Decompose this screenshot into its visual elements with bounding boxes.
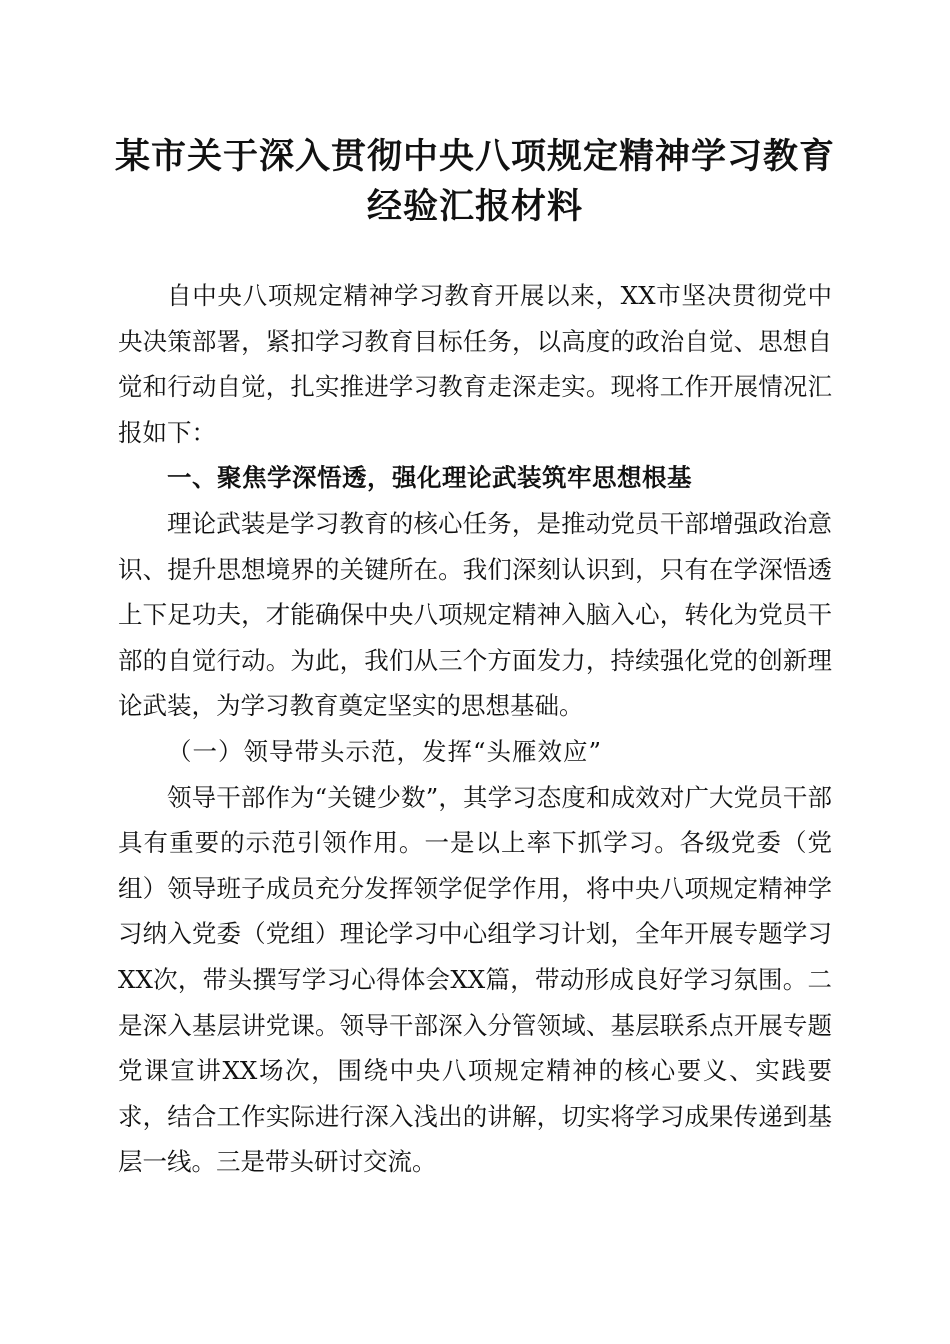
subsection-1-paragraph: 领导干部作为“关键少数”，其学习态度和成效对广大党员干部具有重要的示范引领作用。一是以上率下抓学习。各级党委（党组）领导班子成员充分发挥领学促学作用，将中央八项规定精神学习纳入党委（党组）理论学习中心组学习计划，全年开展专题学习XX次，带头撰写学习心得体会XX篇，带动形成良好学习氛围。二是深入基层讲党课。领导干部深入分管领域、基层联系点开展专题党课宣讲XX场次，围绕中央八项规定精神的核心要义、实践要求，结合工作实际进行深入浅出的讲解，切实将学习成果传递到基层一线。三是带头研讨交流。 (118, 782, 832, 1177)
section-1-paragraph: 理论武装是学习教育的核心任务，是推动党员干部增强政治意识、提升思想境界的关键所在。我们深刻认识到，只有在学深悟透上下足功夫，才能确保中央八项规定精神入脑入心，转化为党员干部的自觉行动。为此，我们从三个方面发力，持续强化党的创新理论武装，为学习教育奠定坚实的思想基础。 (118, 508, 832, 721)
title-line-1: 某市关于深入贯彻中央八项规定精神学习教育 (114, 136, 835, 177)
title-line-2: 经验汇报材料 (366, 186, 583, 227)
section-heading-1: 一、聚焦学深悟透，强化理论武装筑牢思想根基 (167, 463, 692, 493)
intro-paragraph: 自中央八项规定精神学习教育开展以来，XX市坚决贯彻党中央决策部署，紧扣学习教育目标任务，以高度的政治自觉、思想自觉和行动自觉，扎实推进学习教育走深走实。现将工作开展情况汇报如下： (118, 281, 832, 447)
document-body (118, 273, 832, 1185)
subsection-heading-1: （一）领导带头示范，发挥“头雁效应” (167, 736, 603, 766)
document-title (110, 132, 840, 232)
